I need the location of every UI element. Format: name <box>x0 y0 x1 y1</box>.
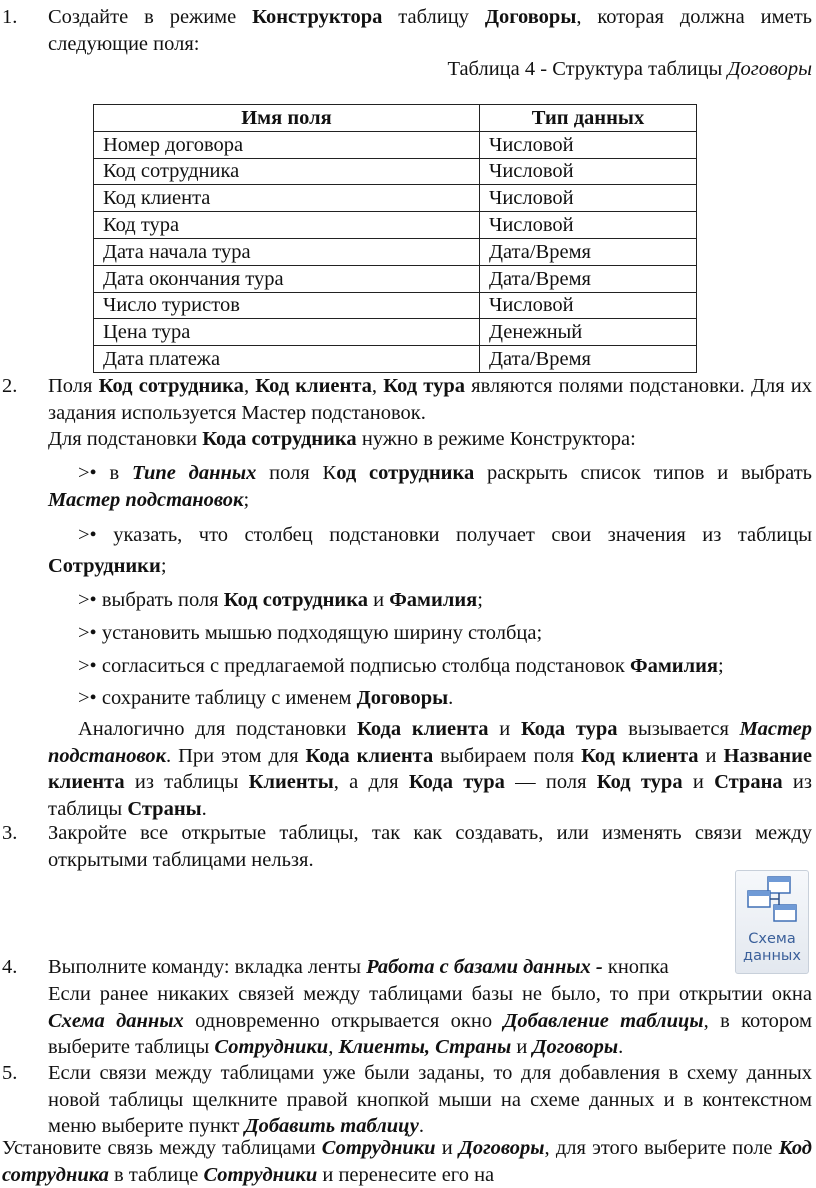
table-cell: Дата платежа <box>94 346 480 373</box>
table-row <box>94 158 697 185</box>
item-1-text: Создайте в режиме Конструктора таблицу Договоры, которая должна иметь следующие поля: <box>48 6 812 55</box>
item-3-text: Закройте все открытые таблицы, так как создавать, или изменять связи между открытыми таблицами нельзя. <box>48 822 812 871</box>
table-cell: Код клиента <box>94 185 480 212</box>
table-cell: Денежный <box>480 319 697 346</box>
analog-paragraph: Аналогично для подстановки Кода клиента и Кода тура вызывается Мастер подстановок. При этом для Кода клиента выбираем поля Код клиента и Название клиента из таблицы Клиенты, а для Кода тура — поля Код тура и Страна из таблицы Страны. <box>48 718 812 820</box>
table-header-row <box>94 105 697 132</box>
item-2-subtext: Для подстановки Кода сотрудника нужно в режиме Конструктора: <box>48 428 636 450</box>
table-row <box>94 265 697 292</box>
table-cell: Дата/Время <box>480 346 697 373</box>
step-4: >• установить мышью подходящую ширину столбца; <box>78 622 543 644</box>
table-cell: Цена тура <box>94 319 480 346</box>
step-2-cont: Сотрудники; <box>48 555 167 577</box>
step-3: >• выбрать поля Код сотрудника и Фамилия; <box>78 589 483 611</box>
item-number: 2. <box>2 375 18 397</box>
table-cell: Число туристов <box>94 292 480 319</box>
table-cell: Числовой <box>480 131 697 158</box>
item-number: 3. <box>2 822 18 844</box>
item-5-text: Если связи между таблицами уже были заданы, то для добавления в схему данных новой таблицы щелкните правой кнопкой мыши на схеме данных и в контекстном меню выберите пункт Добавить таблицу. <box>48 1062 812 1137</box>
table-row <box>94 292 697 319</box>
table-cell: Числовой <box>480 158 697 185</box>
table-cell: Числовой <box>480 292 697 319</box>
item-number: 1. <box>2 6 18 28</box>
table-row <box>94 346 697 373</box>
table-cell: Код сотрудника <box>94 158 480 185</box>
table-cell: Номер договора <box>94 131 480 158</box>
step-5: >• согласиться с предлагаемой подписью столбца подстановок Фамилия; <box>78 655 724 677</box>
table-caption: Таблица 4 - Структура таблицы Договоры <box>447 58 812 80</box>
step-1-line: >• в Типе данных поля Код сотрудника раскрыть список типов и выбрать <box>78 462 813 484</box>
table-cell: Дата начала тура <box>94 238 480 265</box>
table-row <box>94 212 697 239</box>
relationships-icon <box>736 871 808 931</box>
table-cell: Дата/Время <box>480 238 697 265</box>
item-4-text: Если ранее никаких связей между таблицами базы не было, то при открытии окна Схема данных одновременно открывается окно Добавление таблицы, в котором выберите таблицы Сотрудники, Клиенты, Страны и Договоры. <box>48 983 812 1058</box>
data-schema-button-label: Схема данных <box>743 931 801 964</box>
table-row <box>94 185 697 212</box>
table-row <box>94 131 697 158</box>
table-row <box>94 238 697 265</box>
table-cell: Числовой <box>480 185 697 212</box>
table-cell: Дата/Время <box>480 265 697 292</box>
step-2-line: >• указать, что столбец подстановки получает свои значения из таблицы <box>78 524 812 546</box>
structure-table <box>93 104 697 373</box>
step-1-cont: Мастер подстановок; <box>48 489 250 511</box>
table-cell: Код тура <box>94 212 480 239</box>
table-header-cell: Имя поля <box>94 105 480 132</box>
table-row <box>94 319 697 346</box>
table-cell: Числовой <box>480 212 697 239</box>
item-number: 4. <box>2 956 18 978</box>
step-6: >• сохраните таблицу с именем Договоры. <box>78 687 454 709</box>
table-cell: Дата окончания тура <box>94 265 480 292</box>
data-schema-button[interactable] <box>735 870 809 974</box>
table-header-cell: Тип данных <box>480 105 697 132</box>
item-number: 5. <box>2 1062 18 1084</box>
item-4-command: Выполните команду: вкладка ленты Работа с базами данных - кнопка <box>48 956 669 978</box>
item-2-text: Поля Код сотрудника, Код клиента, Код тура являются полями подстановки. Для их задания используется Мастер подстановок. <box>48 375 813 424</box>
final-paragraph: Установите связь между таблицами Сотрудники и Договоры, для этого выберите поле Код сотрудника в таблице Сотрудники и перенесите его на <box>2 1137 812 1186</box>
